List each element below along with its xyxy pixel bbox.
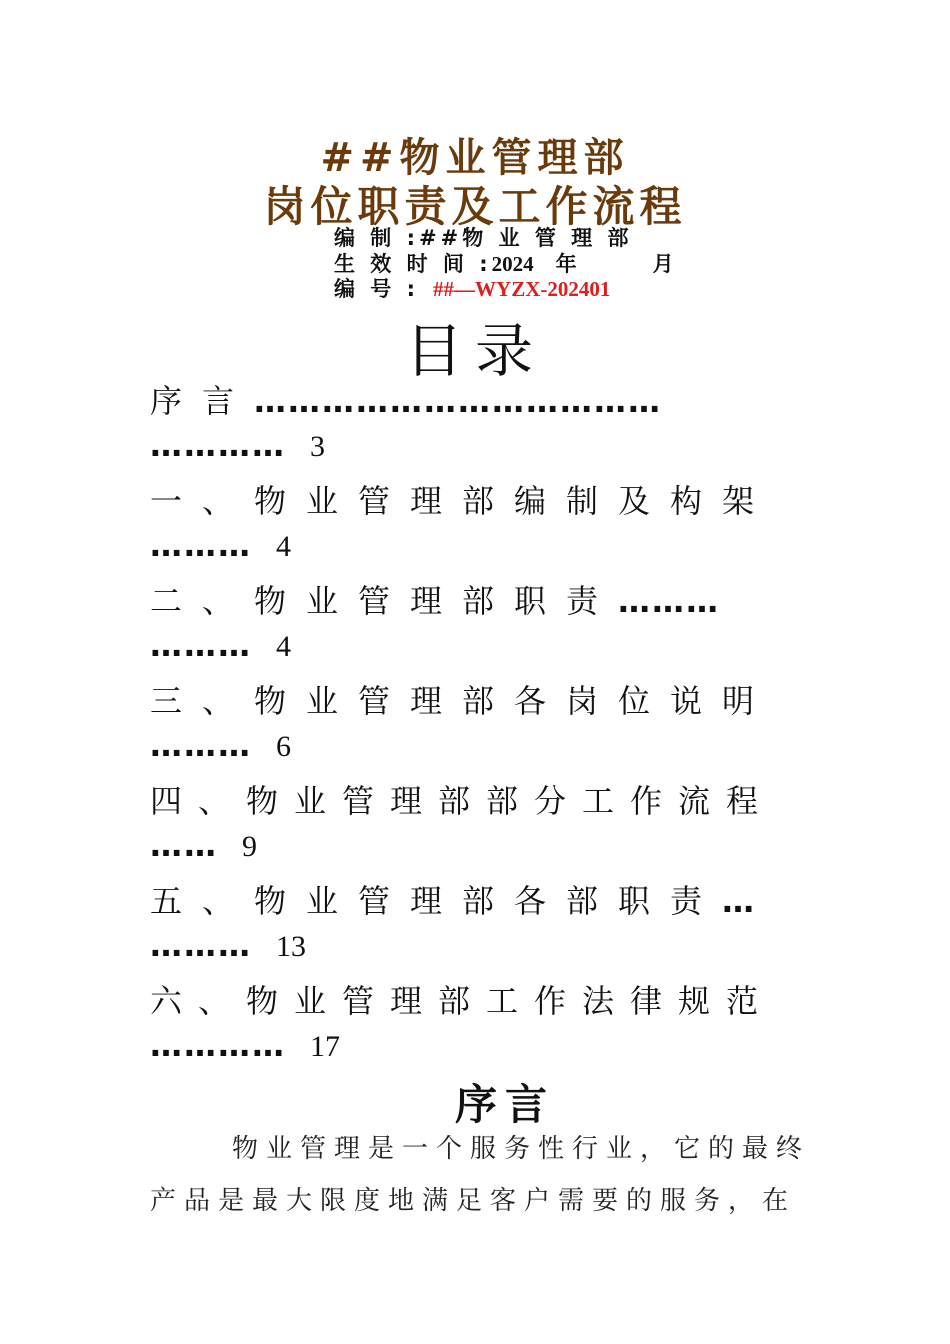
toc-leader-dots: ……… [150,526,252,564]
document-title-line-1: ##物业管理部 [320,135,630,181]
preface-paragraph-line-2: 产品是最大限度地满足客户需要的服务，在 [150,1186,797,1216]
compiled-by-label: 编 制 : [334,226,420,250]
preface-paragraph-line-1: 物业管理是一个服务性行业，它的最终 [232,1134,811,1164]
preface-heading: 序言 [454,1080,555,1129]
toc-page-number: 4 [276,530,291,563]
toc-entry-label: 序言 [150,382,255,420]
toc-page-number: 6 [276,730,291,763]
document-number-value: ##—WYZX-202401 [433,277,611,301]
toc-leader-dots: ……… [150,926,252,964]
toc-entry-4[interactable] [150,776,790,864]
effective-year: 2024 [491,252,534,276]
toc-entry-6[interactable] [150,976,790,1064]
toc-leader-dots: ……… [150,626,252,664]
toc-entry-5[interactable] [150,876,790,964]
month-unit: 月 [652,252,678,276]
toc-entry-label: 五、物业管理部各部职责 [150,882,723,920]
toc-page-number: 13 [276,930,306,963]
toc-entry-label: 四、物业管理部部分工作流程 [150,782,775,820]
toc-page-number: 4 [276,630,291,663]
toc-leader-dots: ……… [150,726,252,764]
toc-leader-dots: … [722,882,757,920]
toc-leader-dots: ………… [150,1026,286,1064]
toc-entry-preface[interactable] [150,376,790,464]
toc-leader-dots: ………… [150,426,286,464]
toc-title: 目录 [404,317,545,385]
document-number-row [334,273,610,303]
toc-entry-1[interactable] [150,476,790,564]
toc-page-number: 3 [310,430,325,463]
compiled-by-value: ##物 业 管 理 部 [419,226,633,250]
toc-entry-2[interactable] [150,576,790,664]
toc-entry-label: 六、物业管理部工作法律规范 [150,982,775,1020]
toc-page-number: 9 [242,830,257,863]
toc-page-number: 17 [310,1030,340,1063]
document-number-label: 编 号 : [334,277,420,301]
toc-entry-label: 一、物业管理部编制及构架 [150,482,775,520]
toc-leader-dots: …… [150,826,218,864]
toc-leader-dots: ……………………………… [254,382,663,420]
toc-leader-dots: ……… [618,582,721,620]
document-title-line-2: 岗位职责及工作流程 [263,182,687,231]
toc-entry-label: 二、物业管理部职责 [150,582,619,620]
toc-entry-3[interactable] [150,676,790,764]
year-unit: 年 [555,252,581,276]
toc-entry-label: 三、物业管理部各岗位说明 [150,682,775,720]
effective-date-label: 生 效 时 间 : [334,252,492,276]
